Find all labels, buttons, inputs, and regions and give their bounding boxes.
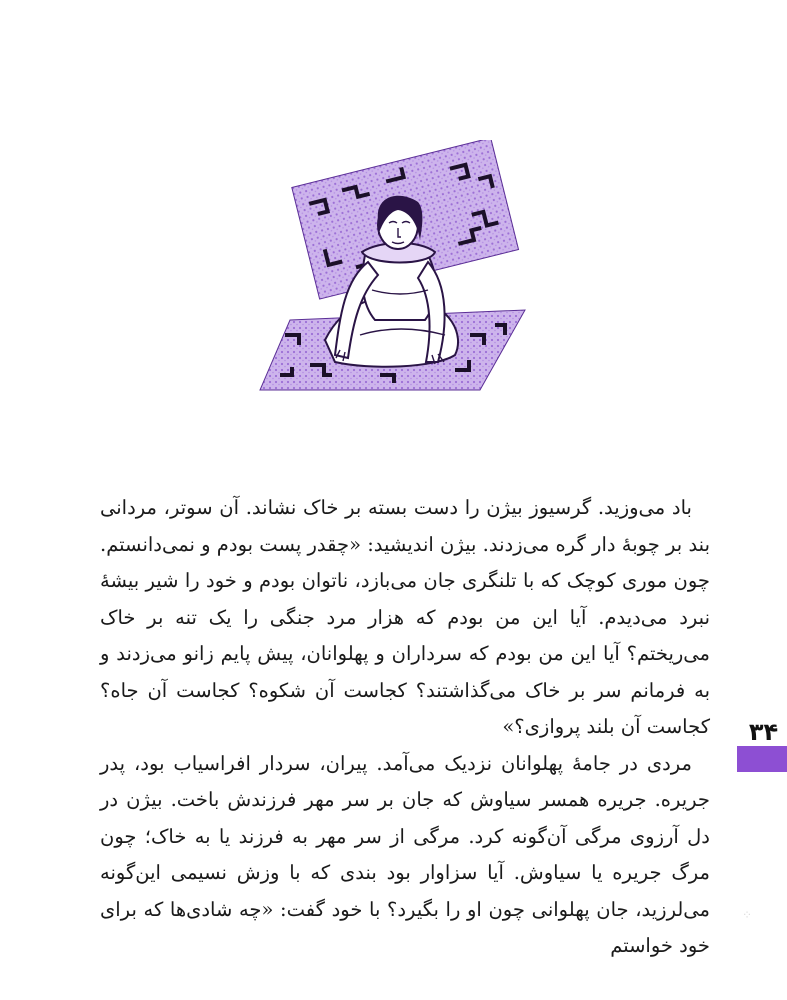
page-number: ۳۴ xyxy=(748,718,779,746)
bijan-illustration-icon xyxy=(250,140,530,395)
page-number-tab xyxy=(737,746,787,772)
corner-mark: ⁘ xyxy=(742,908,753,922)
paragraph-1: باد می‌وزید. گرسیوز بیژن را دست بسته بر خاک نشاند. آن سوتر، مردانی بند بر چوبهٔ دار گره می‌زدند. بیژن اندیشید: «چقدر پست بودم و نمی‌دانستم. چون موری کوچک که با تلنگری جان می‌بازد، ناتوان بودم و خود را شیر بیشهٔ نبرد می‌دیدم. آیا این من بودم که هزار مرد جنگی را یک تنه بر خاک می‌ریختم؟ آیا این من بودم که سرداران و پهلوانان، پیش پایم زانو می‌زدند و به فرمانم سر بر خاک می‌گذاشتند؟ کجاست آن شکوه؟ کجاست آن جاه؟ کجاست آن بلند پروازی؟» xyxy=(100,496,710,738)
bijan-illustration xyxy=(250,140,530,395)
story-text xyxy=(100,490,710,965)
paragraph-2: مردی در جامهٔ پهلوانان نزدیک می‌آمد. پیران، سردار افراسیاب بود، پدر جریره. جریره همسر سیاوش که جان بر سر مهر فرزندش باخت. بیژن در دل آرزوی مرگی آن‌گونه کرد. مرگی از سر مهر به فرزند یا به خاک؛ چون مرگ جریره یا سیاوش. آیا سزاوار بود بندی که با وزش نسیمی این‌گونه می‌لرزید، جان پهلوانی چون او را بگیرد؟ با خود گفت: «چه شادی‌ها که برای خود خواستم xyxy=(100,751,710,957)
